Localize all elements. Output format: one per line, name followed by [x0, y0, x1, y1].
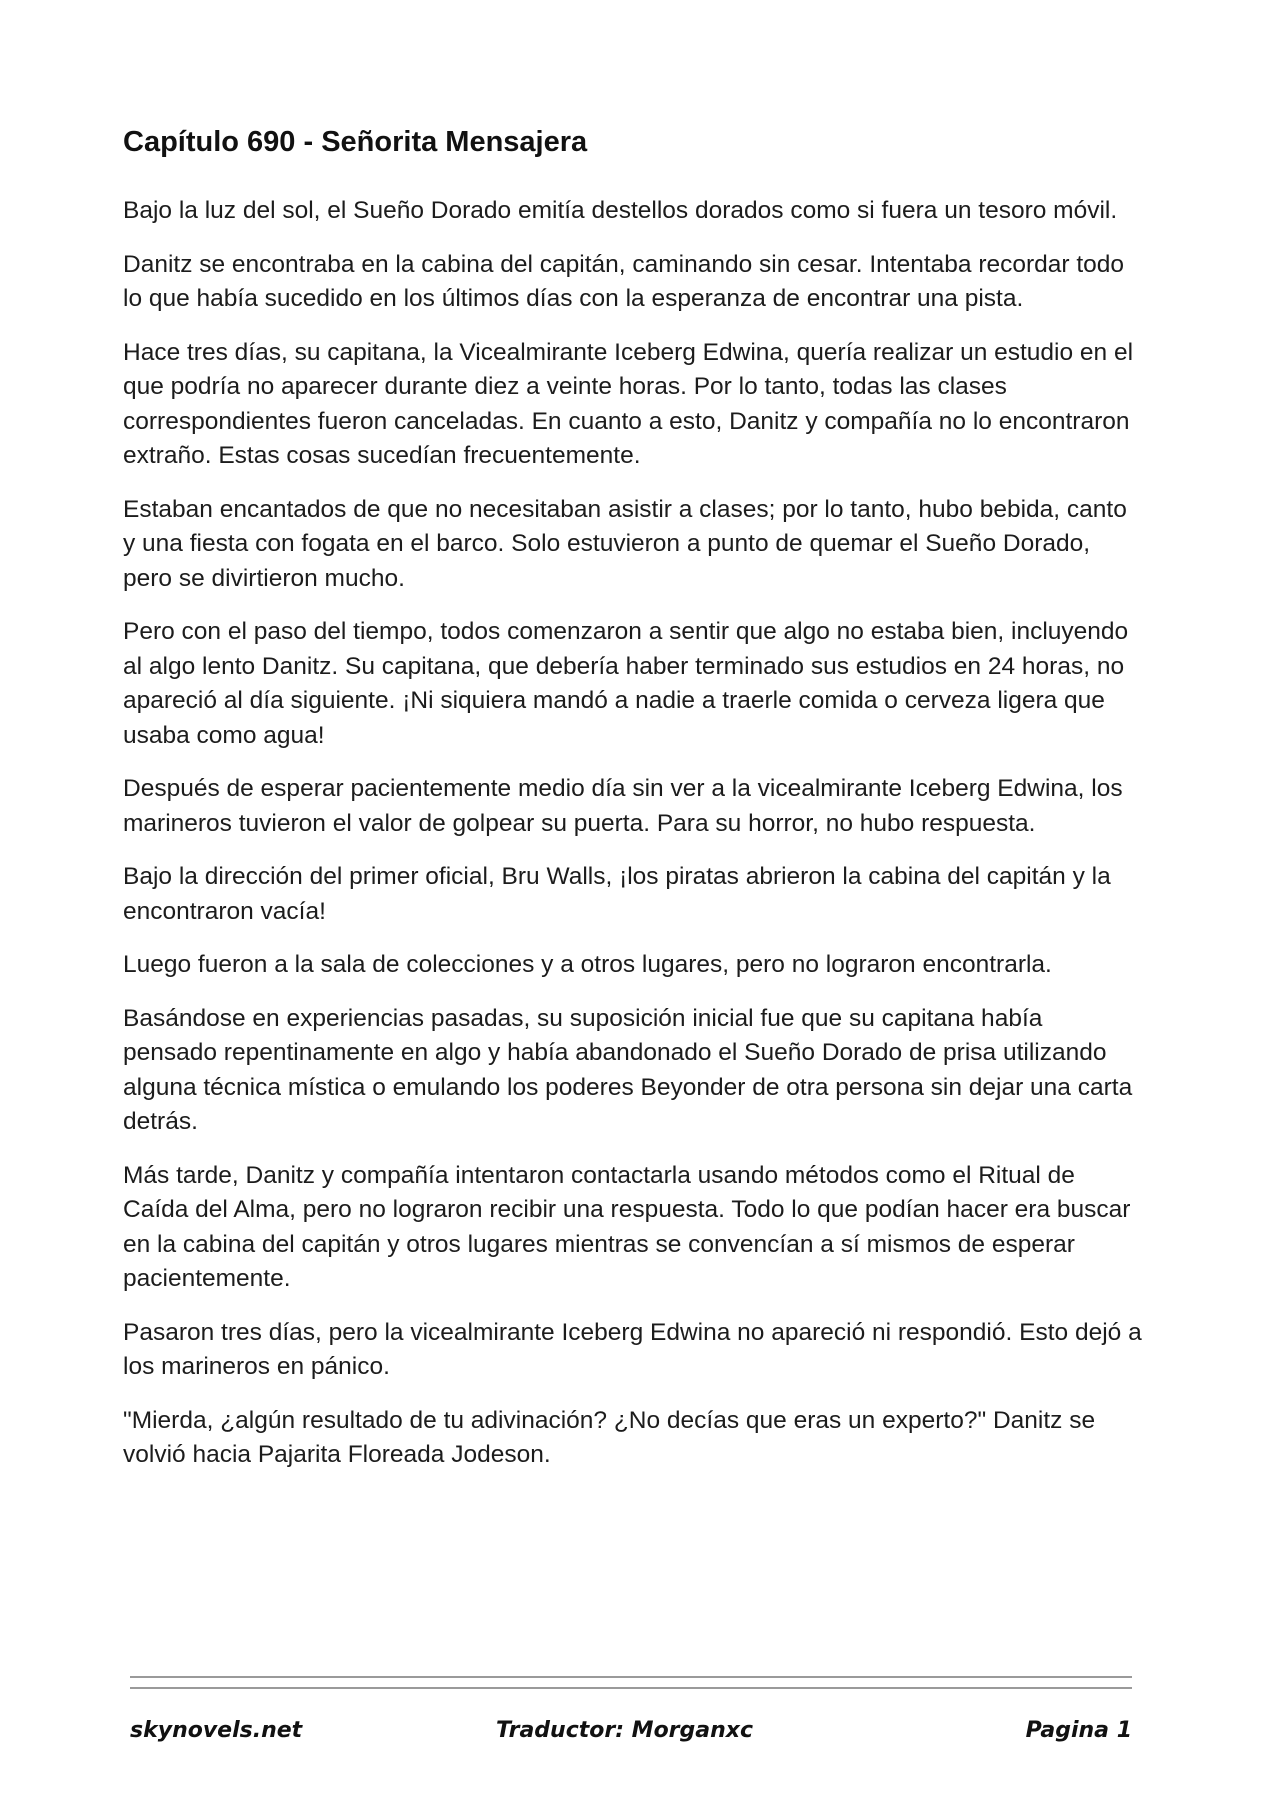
footer-divider-bottom [130, 1687, 1132, 1689]
paragraph: Pero con el paso del tiempo, todos comenzaron a sentir que algo no estaba bien, incluyendo al algo lento Danitz. Su capitana, que debería haber terminado sus estudios en 24 horas, no apareció al día siguiente. ¡Ni siquiera mandó a nadie a traerle comida o cerveza ligera que usaba como agua! [123, 618, 1129, 749]
paragraph: Después de esperar pacientemente medio día sin ver a la vicealmirante Iceberg Edwina, los marineros tuvieron el valor de golpear su puerta. Para su horror, no hubo respuesta. [123, 775, 1123, 837]
paragraph: Basándose en experiencias pasadas, su suposición inicial fue que su capitana había pensado repentinamente en algo y había abandonado el Sueño Dorado de prisa utilizando alguna técnica mística o emulando los poderes Beyonder de otra persona sin dejar una carta detrás. [123, 1004, 1133, 1135]
paragraph: Danitz se encontraba en la cabina del capitán, caminando sin cesar. Intentaba recordar todo lo que había sucedido en los últimos días con la esperanza de encontrar una pista. [123, 250, 1125, 312]
footer-divider-top [130, 1676, 1132, 1678]
paragraph: Hace tres días, su capitana, la Vicealmirante Iceberg Edwina, quería realizar un estudio en el que podría no aparecer durante diez a veinte horas. Por lo tanto, todas las clases correspondientes fueron canceladas. En cuanto a esto, Danitz y compañía no lo encontraron extraño. Estas cosas sucedían frecuentemente. [123, 338, 1134, 469]
paragraph: "Mierda, ¿algún resultado de tu adivinación? ¿No decías que eras un experto?" Danitz se volvió hacia Pajarita Floreada Jodeson. [123, 1406, 1096, 1468]
document-body [123, 120, 1143, 1492]
paragraph: Estaban encantados de que no necesitaban asistir a clases; por lo tanto, hubo bebida, canto y una fiesta con fogata en el barco. Solo estuvieron a punto de quemar el Sueño Dorado, pero se divirtieron mucho. [123, 495, 1127, 592]
paragraph: Pasaron tres días, pero la vicealmirante Iceberg Edwina no apareció ni respondió. Esto dejó a los marineros en pánico. [123, 1318, 1142, 1380]
paragraph: Bajo la dirección del primer oficial, Bru Walls, ¡los piratas abrieron la cabina del capitán y la encontraron vacía! [123, 863, 1111, 925]
paragraph: Bajo la luz del sol, el Sueño Dorado emitía destellos dorados como si fuera un tesoro móvil. [123, 197, 1118, 224]
footer-site: skynovels.net [130, 1718, 303, 1743]
footer-translator: Traductor: Morganxc [496, 1718, 754, 1743]
paragraph: Más tarde, Danitz y compañía intentaron contactarla usando métodos como el Ritual de Caída del Alma, pero no lograron recibir una respuesta. Todo lo que podían hacer era buscar en la cabina del capitán y otros lugares mientras se convencían a sí mismos de esperar pacientemente. [123, 1161, 1131, 1292]
paragraph: Luego fueron a la sala de colecciones y a otros lugares, pero no lograron encontrarla. [123, 951, 1052, 978]
footer-page-number: Pagina 1 [1025, 1718, 1132, 1743]
chapter-title: Capítulo 690 - Señorita Mensajera [123, 126, 588, 158]
